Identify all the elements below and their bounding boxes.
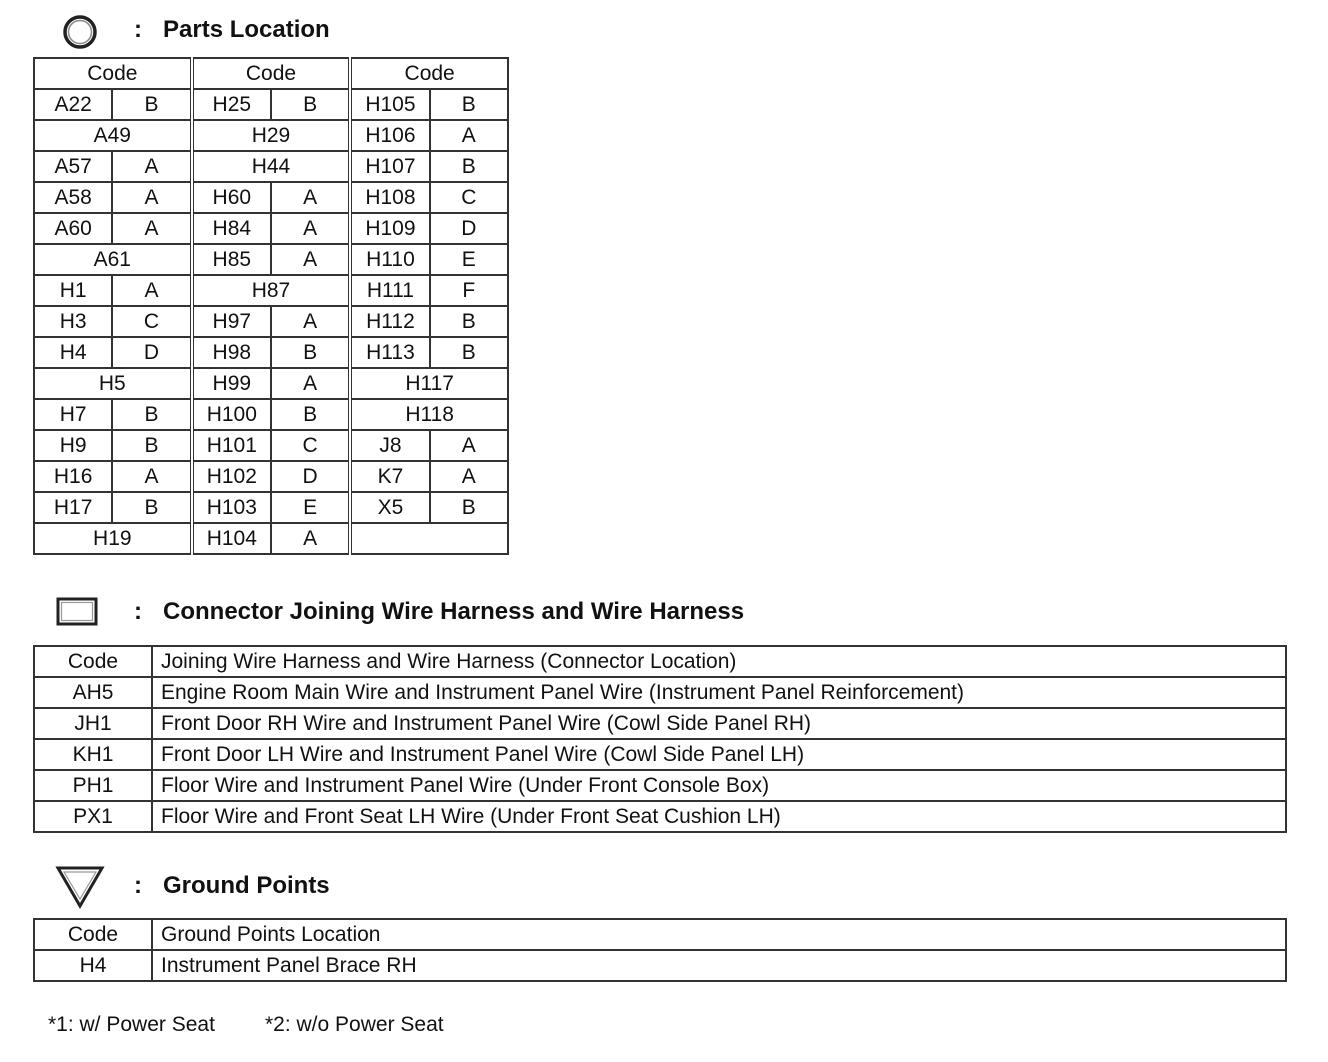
table-row <box>34 244 508 275</box>
header-cell-code: Code <box>34 646 152 677</box>
code-cell: A57 <box>34 151 112 182</box>
code-cell: H111 <box>350 275 429 306</box>
header-cell-location: Ground Points Location <box>152 919 1286 950</box>
table-header-row <box>34 58 508 89</box>
code-cell: H118 <box>350 399 508 430</box>
code-cell: H9 <box>34 430 112 461</box>
code-cell: H99 <box>192 368 271 399</box>
code-cell: H87 <box>192 275 351 306</box>
code-cell: H29 <box>192 120 351 151</box>
table-row <box>34 89 508 120</box>
code-cell: JH1 <box>34 708 152 739</box>
location-cell: Front Door LH Wire and Instrument Panel Wire (Cowl Side Panel LH) <box>152 739 1286 770</box>
code-cell: H113 <box>350 337 429 368</box>
ground-points-table <box>33 918 1287 982</box>
table-row <box>34 306 508 337</box>
location-cell: E <box>430 244 508 275</box>
code-cell: H17 <box>34 492 112 523</box>
location-cell: B <box>271 337 350 368</box>
code-cell: H3 <box>34 306 112 337</box>
header-cell-code: Code <box>192 58 351 89</box>
code-cell: H44 <box>192 151 351 182</box>
location-cell: Instrument Panel Brace RH <box>152 950 1286 981</box>
code-cell: H16 <box>34 461 112 492</box>
code-cell: PX1 <box>34 801 152 832</box>
code-cell: A58 <box>34 182 112 213</box>
location-cell: B <box>112 399 191 430</box>
location-cell: B <box>430 492 508 523</box>
code-cell: H97 <box>192 306 271 337</box>
code-cell: H110 <box>350 244 429 275</box>
table-row <box>34 182 508 213</box>
table-row <box>34 399 508 430</box>
location-cell: A <box>271 213 350 244</box>
location-cell: B <box>430 337 508 368</box>
location-cell: C <box>430 182 508 213</box>
table-row <box>34 151 508 182</box>
ground-points-title: Ground Points <box>163 872 330 899</box>
code-cell: H101 <box>192 430 271 461</box>
location-cell: D <box>271 461 350 492</box>
code-cell: A22 <box>34 89 112 120</box>
location-cell: A <box>271 368 350 399</box>
header-cell-code: Code <box>350 58 508 89</box>
code-cell: H60 <box>192 182 271 213</box>
table-row <box>34 492 508 523</box>
code-cell: H112 <box>350 306 429 337</box>
code-cell: X5 <box>350 492 429 523</box>
table-row <box>34 523 508 554</box>
code-cell: H106 <box>350 120 429 151</box>
header-cell-code: Code <box>34 919 152 950</box>
code-cell: H4 <box>34 337 112 368</box>
location-cell: B <box>112 430 191 461</box>
code-cell: H102 <box>192 461 271 492</box>
code-cell: H103 <box>192 492 271 523</box>
code-cell: K7 <box>350 461 429 492</box>
location-cell: A <box>112 275 191 306</box>
location-cell: B <box>430 306 508 337</box>
table-header-row <box>34 646 1286 677</box>
location-cell: A <box>430 461 508 492</box>
code-cell: H5 <box>34 368 192 399</box>
location-cell: B <box>430 151 508 182</box>
location-cell: A <box>430 430 508 461</box>
table-row <box>34 275 508 306</box>
code-cell: J8 <box>350 430 429 461</box>
code-cell: KH1 <box>34 739 152 770</box>
table-row <box>34 950 1286 981</box>
code-cell: PH1 <box>34 770 152 801</box>
footnote-2: *2: w/o Power Seat <box>265 1013 444 1036</box>
location-cell: A <box>112 461 191 492</box>
code-cell: H7 <box>34 399 112 430</box>
code-cell <box>350 523 508 554</box>
code-cell: AH5 <box>34 677 152 708</box>
table-row <box>34 677 1286 708</box>
code-cell: H19 <box>34 523 192 554</box>
ground-points-colon: : <box>134 872 142 899</box>
rectangle-icon <box>56 597 100 629</box>
table-row <box>34 770 1286 801</box>
location-cell: A <box>430 120 508 151</box>
location-cell: A <box>271 306 350 337</box>
location-cell: B <box>430 89 508 120</box>
circle-icon <box>60 12 100 52</box>
location-cell: Floor Wire and Instrument Panel Wire (Under Front Console Box) <box>152 770 1286 801</box>
table-row <box>34 213 508 244</box>
code-cell: H108 <box>350 182 429 213</box>
parts-location-title: Parts Location <box>163 16 330 43</box>
location-cell: C <box>112 306 191 337</box>
table-row <box>34 120 508 151</box>
location-cell: B <box>112 492 191 523</box>
location-cell: A <box>271 523 350 554</box>
code-cell: H4 <box>34 950 152 981</box>
connector-title: Connector Joining Wire Harness and Wire Harness <box>163 598 745 625</box>
header-cell-code: Code <box>34 58 192 89</box>
header-cell-location: Joining Wire Harness and Wire Harness (Connector Location) <box>152 646 1286 677</box>
code-cell: H1 <box>34 275 112 306</box>
code-cell: A61 <box>34 244 192 275</box>
table-row <box>34 337 508 368</box>
location-cell: A <box>271 244 350 275</box>
location-cell: Floor Wire and Front Seat LH Wire (Under Front Seat Cushion LH) <box>152 801 1286 832</box>
code-cell: H109 <box>350 213 429 244</box>
code-cell: H84 <box>192 213 271 244</box>
location-cell: A <box>112 151 191 182</box>
parts-location-table <box>33 57 509 555</box>
code-cell: H98 <box>192 337 271 368</box>
code-cell: H107 <box>350 151 429 182</box>
footnote-1: *1: w/ Power Seat <box>48 1013 215 1036</box>
code-cell: H85 <box>192 244 271 275</box>
location-cell: A <box>112 213 191 244</box>
code-cell: A60 <box>34 213 112 244</box>
code-cell: H100 <box>192 399 271 430</box>
code-cell: H117 <box>350 368 508 399</box>
location-cell: F <box>430 275 508 306</box>
code-cell: H105 <box>350 89 429 120</box>
location-cell: A <box>112 182 191 213</box>
table-row <box>34 739 1286 770</box>
location-cell: Engine Room Main Wire and Instrument Panel Wire (Instrument Panel Reinforcement) <box>152 677 1286 708</box>
table-row <box>34 430 508 461</box>
location-cell: B <box>112 89 191 120</box>
location-cell: D <box>112 337 191 368</box>
table-row <box>34 801 1286 832</box>
location-cell: C <box>271 430 350 461</box>
location-cell: B <box>271 89 350 120</box>
location-cell: E <box>271 492 350 523</box>
table-row <box>34 368 508 399</box>
code-cell: H25 <box>192 89 271 120</box>
table-row <box>34 461 508 492</box>
connector-table <box>33 645 1287 833</box>
parts-location-colon: : <box>134 16 142 43</box>
location-cell: Front Door RH Wire and Instrument Panel Wire (Cowl Side Panel RH) <box>152 708 1286 739</box>
table-header-row <box>34 919 1286 950</box>
location-cell: B <box>271 399 350 430</box>
table-row <box>34 708 1286 739</box>
triangle-icon <box>54 864 106 910</box>
code-cell: A49 <box>34 120 192 151</box>
location-cell: D <box>430 213 508 244</box>
code-cell: H104 <box>192 523 271 554</box>
connector-colon: : <box>134 598 142 625</box>
location-cell: A <box>271 182 350 213</box>
